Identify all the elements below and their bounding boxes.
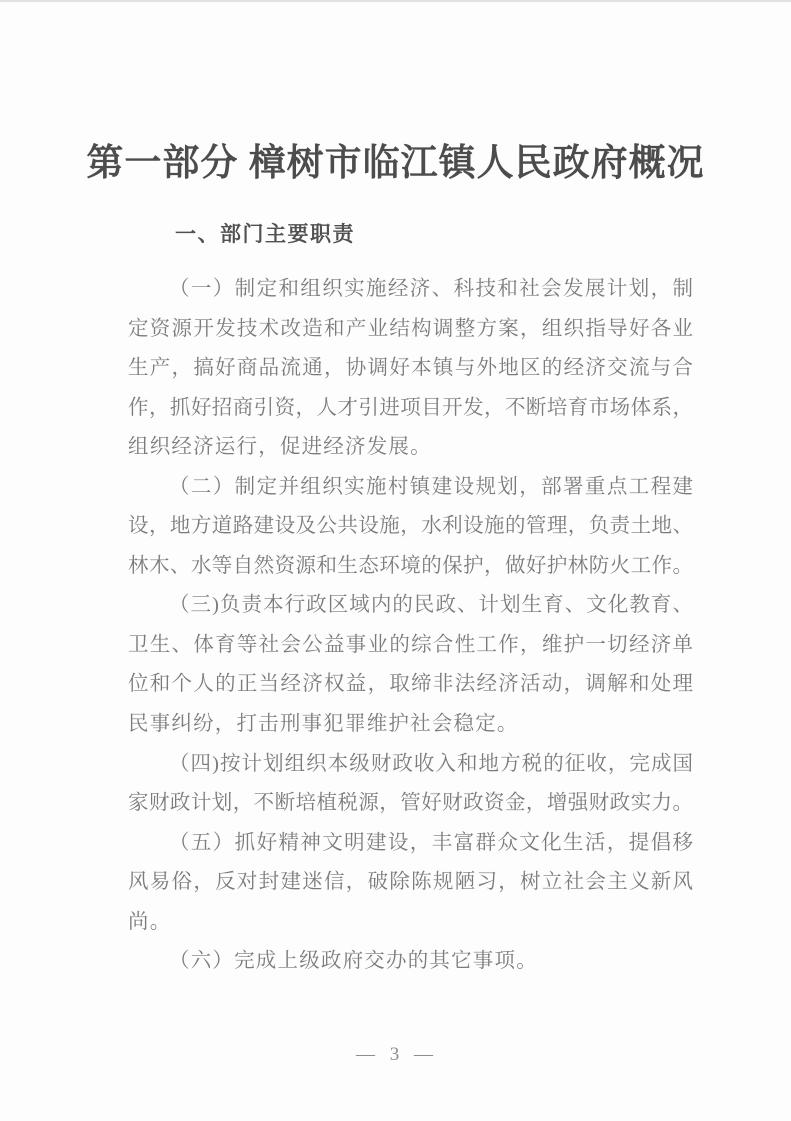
text-line: 位和个人的正当经济权益，取缔非法经济活动，调解和处理 — [128, 673, 693, 696]
text-line: 风易俗，反对封建迷信，破除陈规陋习，树立社会主义新风 — [128, 871, 693, 894]
text-line: 林木、水等自然资源和生态环境的保护，做好护林防火工作。 — [128, 554, 693, 577]
text-line: （一）制定和组织实施经济、科技和社会发展计划，制 — [169, 278, 693, 300]
text-line: （五）抓好精神文明建设，丰富群众文化生活，提倡移 — [169, 831, 693, 854]
text-line: 生产，搞好商品流通，协调好本镇与外地区的经济交流与合 — [128, 357, 693, 380]
text-line: 作，抓好招商引资，人才引进项目开发，不断培育市场体系， — [128, 396, 693, 419]
page-number: — 3 — — [356, 1044, 435, 1065]
text-line: （四)按计划组织本级财政收入和地方税的征收，完成国 — [169, 752, 693, 775]
text-line: 组织经济运行，促进经济发展。 — [128, 436, 432, 459]
text-line: 卫生、体育等社会公益事业的综合性工作，维护一切经济单 — [128, 633, 693, 656]
text-line: 定资源开发技术改造和产业结构调整方案，组织指导好各业 — [128, 317, 693, 340]
text-line: （六）完成上级政府交办的其它事项。 — [169, 950, 538, 973]
paragraph-2 — [128, 468, 693, 587]
paragraph-1 — [128, 270, 693, 468]
paragraph-4 — [128, 745, 693, 824]
paragraph-3 — [128, 586, 693, 744]
text-line: 尚。 — [128, 910, 172, 933]
document-title: 第一部分 樟树市临江镇人民政府概况 — [86, 143, 705, 184]
text-line: （三)负责本行政区域内的民政、计划生育、文化教育、 — [169, 594, 693, 617]
paragraph-5 — [128, 824, 693, 943]
document-body — [128, 270, 693, 982]
text-line: 民事纠纷，打击刑事犯罪维护社会稳定。 — [128, 713, 519, 736]
text-line: （二）制定并组织实施村镇建设规划，部署重点工程建 — [169, 475, 693, 498]
paragraph-6 — [128, 942, 693, 982]
text-line: 家财政计划，不断培植税源，管好财政资金，增强财政实力。 — [128, 792, 693, 815]
text-line: 设，地方道路建设及公共设施，水利设施的管理，负责土地、 — [128, 515, 693, 538]
section-heading: 一、部门主要职责 — [175, 223, 355, 246]
